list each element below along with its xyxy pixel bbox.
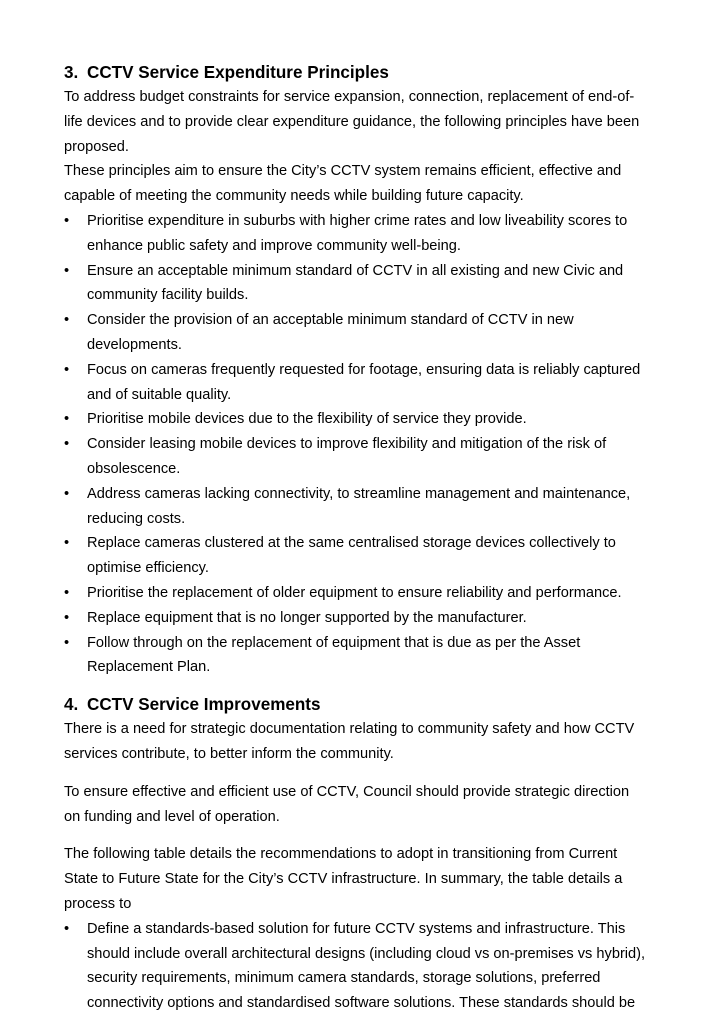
list-item-text: Prioritise mobile devices due to the flexibility of service they provide. [87,411,527,428]
bullet-icon: • [64,361,70,378]
list-item-text: Address cameras lacking connectivity, to streamline management and maintenance, reducing costs. [87,485,631,527]
list-item [64,259,649,309]
section-4-number: 4. [64,695,79,715]
list-item [64,308,649,358]
section-3-intro-paragraph-2: These principles aim to ensure the City’s CCTV system remains efficient, effective and capable of meeting the community needs while building future capacity. [64,163,622,205]
bullet-icon: • [64,411,70,428]
list-item [64,531,649,581]
list-item [64,917,649,1016]
section-3-heading [64,61,649,85]
bullet-icon: • [64,609,70,626]
list-item-text: Ensure an acceptable minimum standard of CCTV in all existing and new Civic and community facility builds. [87,262,624,304]
list-item-text: Consider the provision of an acceptable minimum standard of CCTV in new developments. [87,312,574,353]
section-3-title: CCTV Service Expenditure Principles [87,63,389,82]
section-4-heading [64,693,649,717]
list-item-text: Prioritise expenditure in suburbs with higher crime rates and low liveability scores to enhance public safety and improve community well-being. [87,212,628,254]
section-3-intro-paragraph-1: To address budget constraints for service expansion, connection, replacement of end-of-life devices and to provide clear expenditure guidance, the following principles have been proposed. [64,89,640,155]
section-4-paragraph-1: There is a need for strategic documentation relating to community safety and how CCTV services contribute, to better inform the community. [64,721,635,762]
section-4-paragraph-3: The following table details the recommendations to adopt in transitioning from Current State to Future State for the City’s CCTV infrastructure. In summary, the table details a process to [64,846,623,912]
section-3-principles-list [64,209,649,680]
list-item-text: Replace equipment that is no longer supported by the manufacturer. [87,609,527,626]
bullet-icon: • [64,584,70,601]
list-item [64,482,649,532]
list-item-text: Replace cameras clustered at the same centralised storage devices collectively to optimise efficiency. [87,535,616,577]
list-item-text: Define a standards-based solution for future CCTV systems and infrastructure. This should include overall architectural designs (including cloud vs on-premises vs hybrid), security requirements, minimum camera standards, storage solutions, preferred connectivity options and standardised software solutions. These standards should be [87,920,646,1012]
bullet-icon: • [64,212,70,229]
bullet-icon: • [64,535,70,552]
list-item-text: Prioritise the replacement of older equipment to ensure reliability and performance. [87,584,622,601]
bullet-icon: • [64,262,70,279]
paragraph-spacer [64,767,649,780]
bullet-icon: • [64,312,70,329]
bullet-icon: • [64,634,70,651]
section-spacer [64,680,649,693]
list-item-text: Follow through on the replacement of equipment that is due as per the Asset Replacement Plan. [87,634,581,676]
list-item [64,432,649,482]
section-4-recommendations-list [64,917,649,1016]
section-4-paragraph-2: To ensure effective and efficient use of CCTV, Council should provide strategic direction on funding and level of operation. [64,783,630,825]
bullet-icon: • [64,436,70,453]
list-item [64,209,649,259]
list-item [64,407,649,432]
bullet-icon: • [64,485,70,502]
list-item [64,631,649,681]
list-item [64,358,649,408]
document-page [64,61,649,1016]
list-item [64,581,649,606]
list-item [64,606,649,631]
paragraph-spacer [64,829,649,842]
section-3-number: 3. [64,63,79,82]
list-item-text: Focus on cameras frequently requested for footage, ensuring data is reliably captured and of suitable quality. [87,361,641,403]
list-item-text: Consider leasing mobile devices to improve flexibility and mitigation of the risk of obsolescence. [87,436,607,477]
section-4-title: CCTV Service Improvements [87,695,321,715]
bullet-icon: • [64,920,70,937]
